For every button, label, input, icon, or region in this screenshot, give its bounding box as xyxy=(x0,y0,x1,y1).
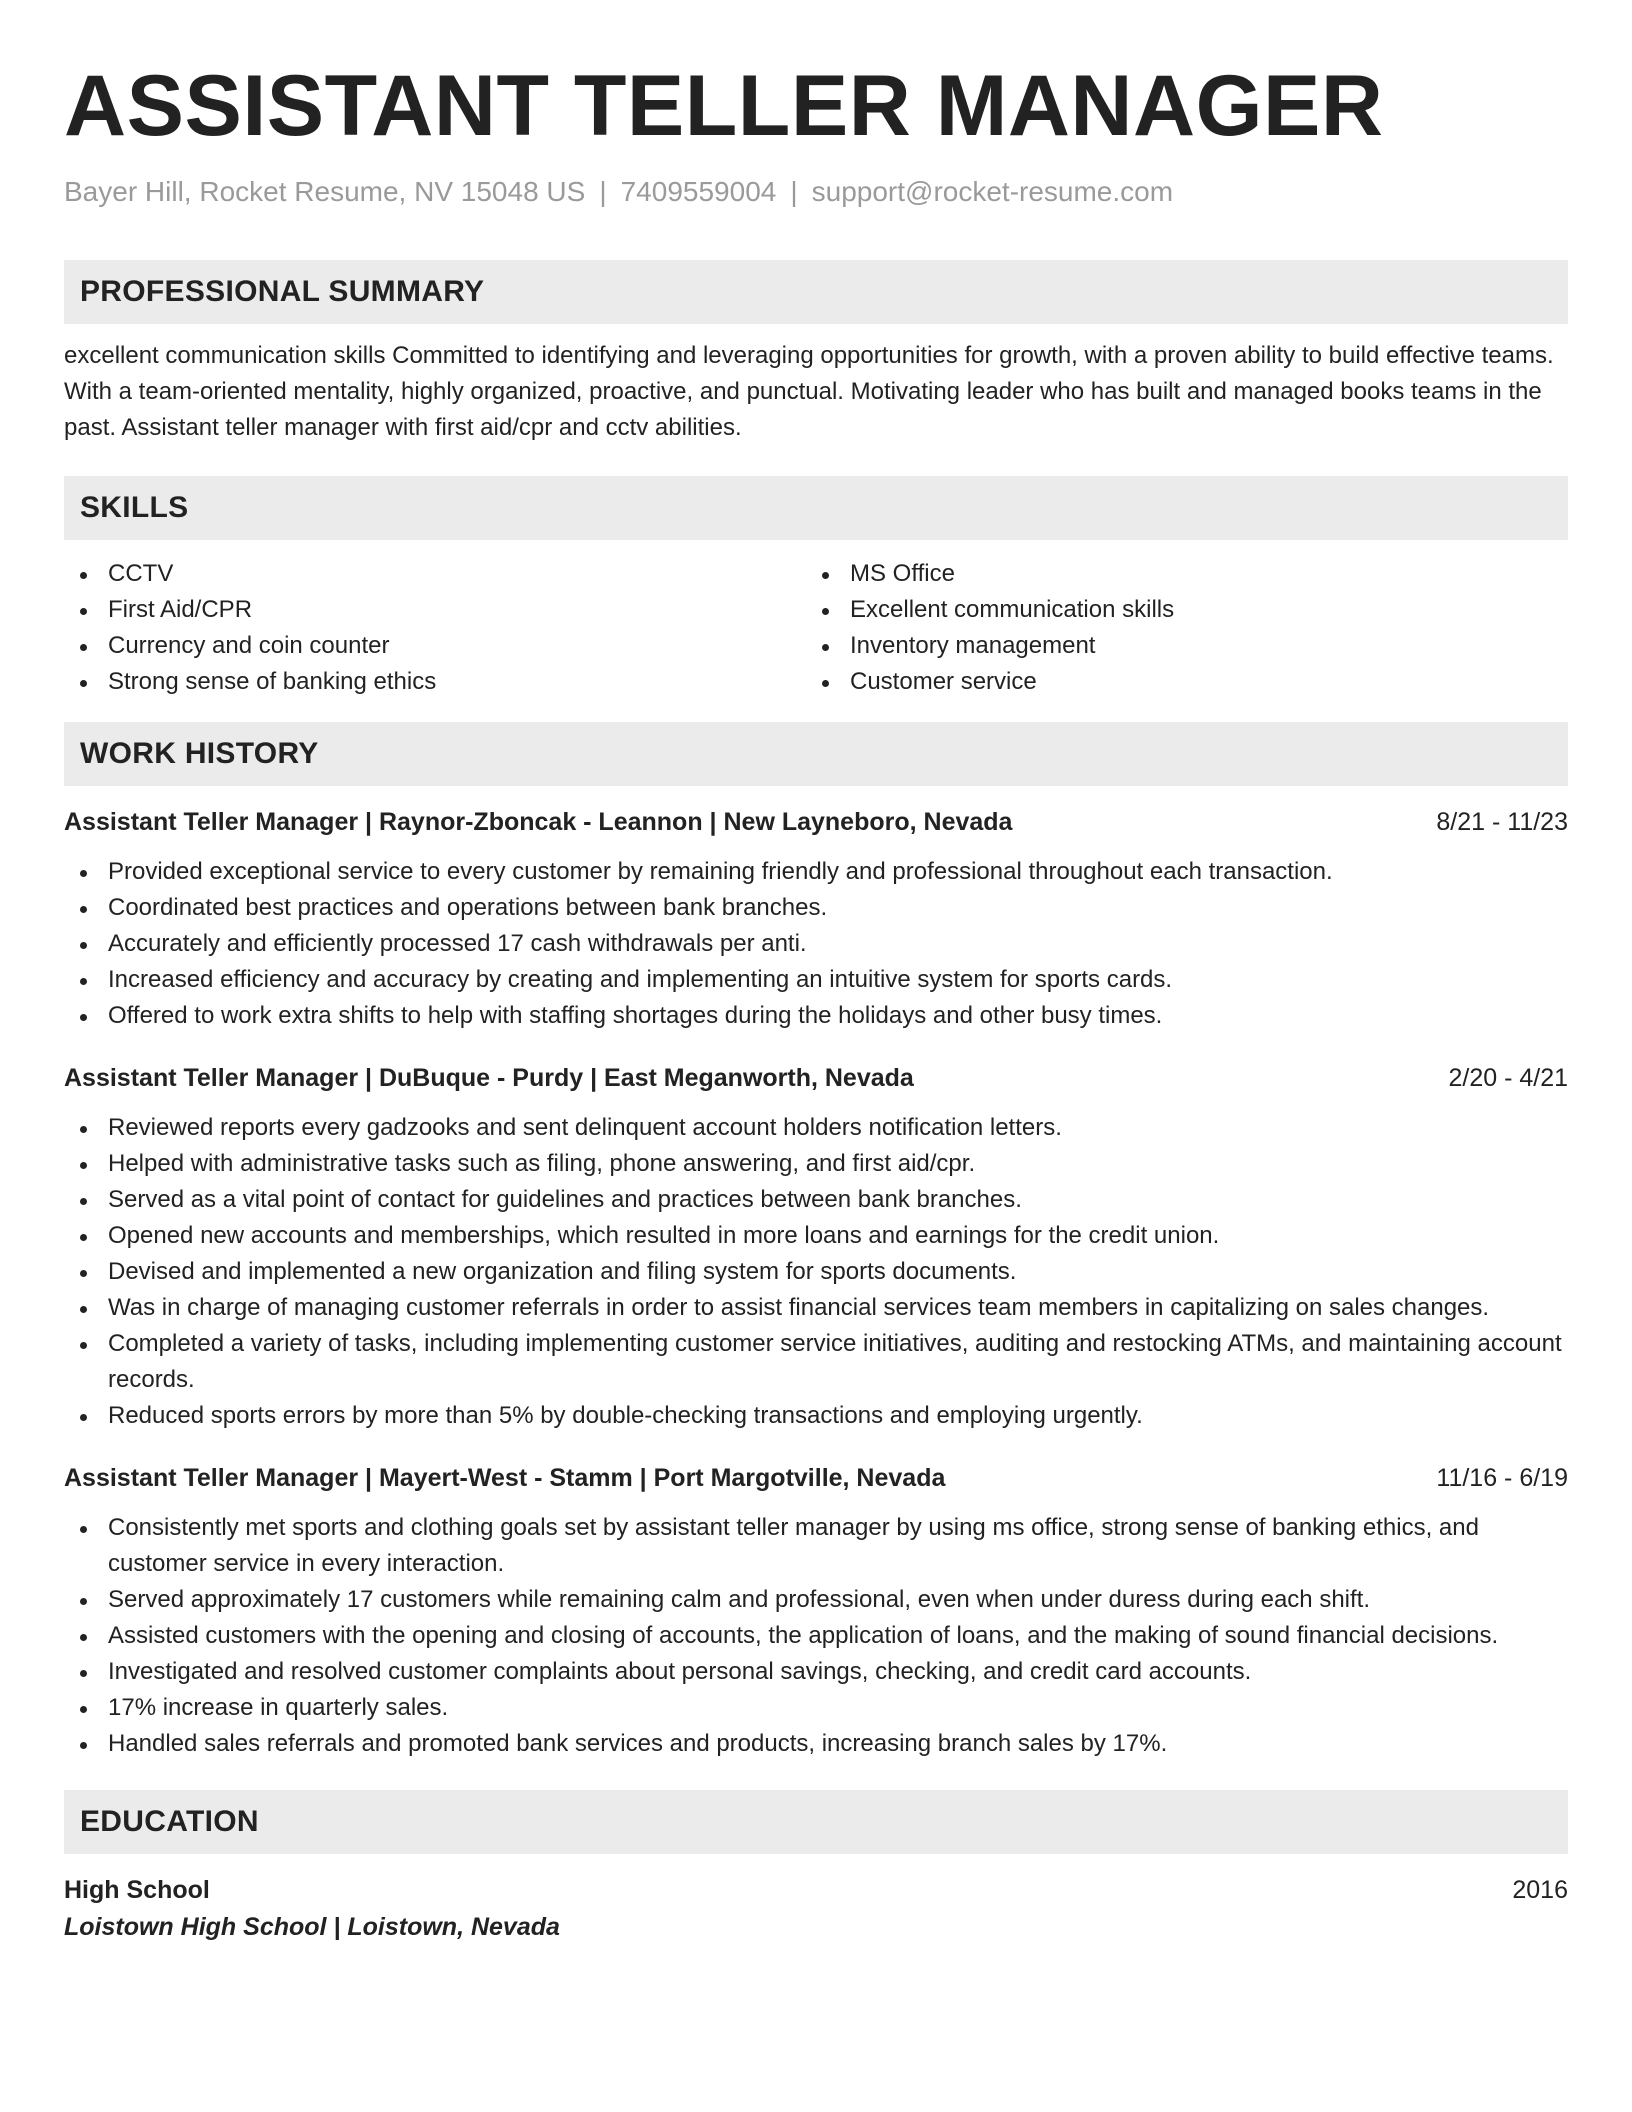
contact-email: support@rocket-resume.com xyxy=(811,176,1174,207)
skill-item: Strong sense of banking ethics xyxy=(64,664,806,700)
summary-text: excellent communication skills Committed to identifying and leveraging opportunities for growth, with a proven ability to build effective teams. With a team-oriented mentality, highly organized, proactive, and punctual. Motivating leader who has built and managed books teams in the past. Assistant teller manager with first aid/cpr and cctv abilities. xyxy=(64,342,1554,441)
summary-heading: PROFESSIONAL SUMMARY xyxy=(64,260,1568,324)
job-dates: 2/20 - 4/21 xyxy=(1448,1064,1568,1092)
job-bullets xyxy=(64,854,1568,1034)
job-title: Assistant Teller Manager | DuBuque - Purdy | East Meganworth, Nevada xyxy=(64,1064,914,1092)
skills-column-right xyxy=(806,556,1548,700)
job-title: Assistant Teller Manager | Raynor-Zboncak - Leannon | New Layneboro, Nevada xyxy=(64,808,1013,836)
skills-column-left xyxy=(64,556,806,700)
job-entry xyxy=(64,1460,1568,1762)
job-bullet: Completed a variety of tasks, including implementing customer service initiatives, auditing and restocking ATMs, and maintaining account records. xyxy=(64,1326,1568,1398)
skill-item: First Aid/CPR xyxy=(64,592,806,628)
job-entry xyxy=(64,1060,1568,1434)
skill-item: Excellent communication skills xyxy=(806,592,1548,628)
education-entry xyxy=(64,1872,1568,1908)
job-entry xyxy=(64,804,1568,1034)
job-bullet: Devised and implemented a new organization and filing system for sports documents. xyxy=(64,1254,1568,1290)
job-bullet: Offered to work extra shifts to help with staffing shortages during the holidays and other busy times. xyxy=(64,998,1568,1034)
skill-item: MS Office xyxy=(806,556,1548,592)
job-bullet: Investigated and resolved customer complaints about personal savings, checking, and credit card accounts. xyxy=(64,1654,1568,1690)
skills-heading: SKILLS xyxy=(64,476,1568,540)
job-dates: 11/16 - 6/19 xyxy=(1436,1464,1568,1492)
job-bullet: Coordinated best practices and operations between bank branches. xyxy=(64,890,1568,926)
job-bullet: Accurately and efficiently processed 17 cash withdrawals per anti. xyxy=(64,926,1568,962)
job-bullet: Served as a vital point of contact for guidelines and practices between bank branches. xyxy=(64,1182,1568,1218)
job-bullets xyxy=(64,1510,1568,1762)
skills-list xyxy=(64,556,1568,700)
job-header xyxy=(64,804,1568,840)
job-bullet: Served approximately 17 customers while remaining calm and professional, even when under duress during each shift. xyxy=(64,1582,1568,1618)
job-bullet: Helped with administrative tasks such as filing, phone answering, and first aid/cpr. xyxy=(64,1146,1568,1182)
job-bullet: Reduced sports errors by more than 5% by double-checking transactions and employing urgently. xyxy=(64,1398,1568,1434)
contact-separator: | xyxy=(790,176,798,207)
resume-name: ASSISTANT TELLER MANAGER xyxy=(64,58,1384,154)
job-header xyxy=(64,1060,1568,1096)
job-bullet: Increased efficiency and accuracy by creating and implementing an intuitive system for sports cards. xyxy=(64,962,1568,998)
job-bullet: Consistently met sports and clothing goals set by assistant teller manager by using ms office, strong sense of banking ethics, and customer service in every interaction. xyxy=(64,1510,1568,1582)
skill-item: Customer service xyxy=(806,664,1548,700)
contact-address: Bayer Hill, Rocket Resume, NV 15048 US xyxy=(64,176,586,207)
job-bullet: Assisted customers with the opening and closing of accounts, the application of loans, and the making of sound financial decisions. xyxy=(64,1618,1568,1654)
job-bullet: Provided exceptional service to every customer by remaining friendly and professional throughout each transaction. xyxy=(64,854,1568,890)
work-history-heading: WORK HISTORY xyxy=(64,722,1568,786)
job-title: Assistant Teller Manager | Mayert-West - Stamm | Port Margotville, Nevada xyxy=(64,1464,946,1492)
job-bullet: 17% increase in quarterly sales. xyxy=(64,1690,1568,1726)
contact-phone: 7409559004 xyxy=(620,176,777,207)
job-bullets xyxy=(64,1110,1568,1434)
job-bullet: Opened new accounts and memberships, which resulted in more loans and earnings for the credit union. xyxy=(64,1218,1568,1254)
skill-item: Inventory management xyxy=(806,628,1548,664)
education-year: 2016 xyxy=(1512,1876,1568,1904)
education-degree: High School xyxy=(64,1876,210,1904)
skill-item: Currency and coin counter xyxy=(64,628,806,664)
job-dates: 8/21 - 11/23 xyxy=(1436,808,1568,836)
job-header xyxy=(64,1460,1568,1496)
job-bullet: Reviewed reports every gadzooks and sent delinquent account holders notification letters. xyxy=(64,1110,1568,1146)
education-school: Loistown High School | Loistown, Nevada xyxy=(64,1913,560,1941)
work-history-list xyxy=(64,804,1568,1762)
skill-item: CCTV xyxy=(64,556,806,592)
contact-separator: | xyxy=(599,176,607,207)
job-bullet: Was in charge of managing customer referrals in order to assist financial services team members in capitalizing on sales changes. xyxy=(64,1290,1568,1326)
education-heading: EDUCATION xyxy=(64,1790,1568,1854)
job-bullet: Handled sales referrals and promoted bank services and products, increasing branch sales by 17%. xyxy=(64,1726,1568,1762)
contact-line xyxy=(64,174,1568,210)
